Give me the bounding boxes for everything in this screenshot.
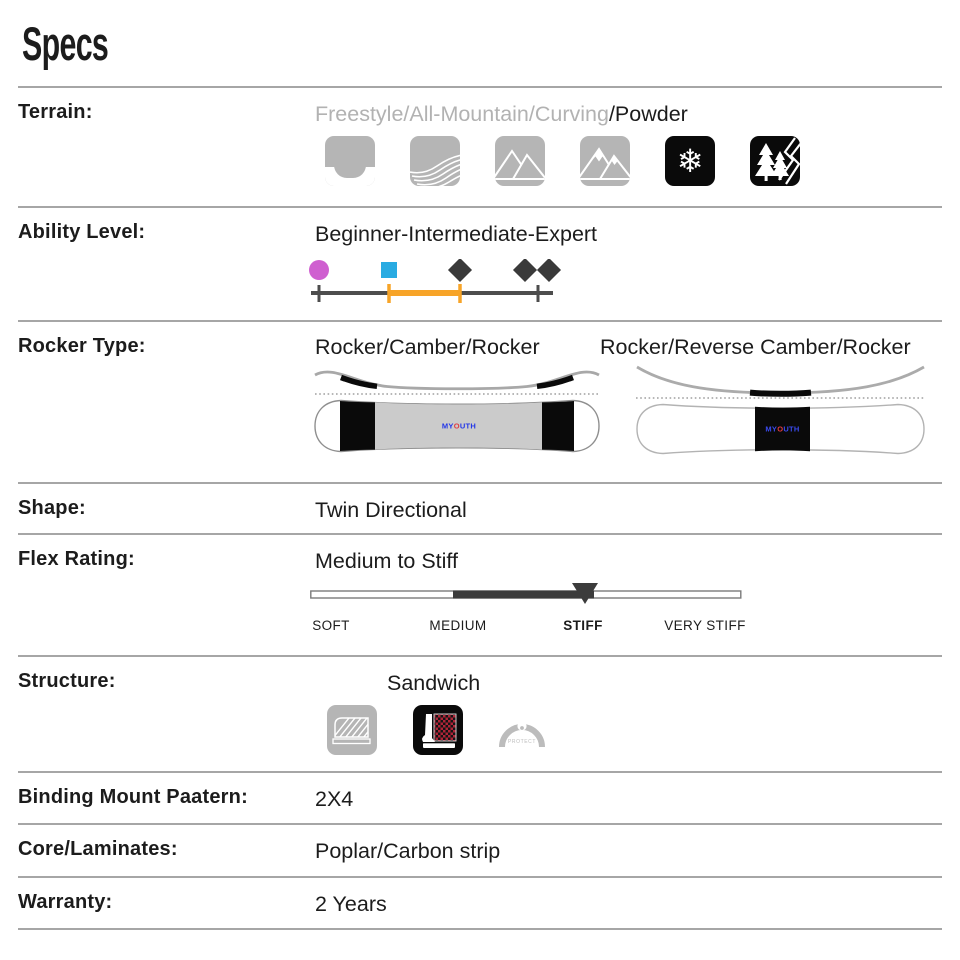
shape-label: Shape: [18, 497, 86, 519]
structure-value: Sandwich [387, 671, 481, 695]
rails-icon [410, 136, 460, 186]
expert-diamond-marker-2 [537, 259, 561, 282]
rocker-row [18, 320, 942, 482]
protect-arch-icon [499, 713, 545, 763]
structure-row [18, 655, 942, 771]
flex-tick-soft: SOFT [312, 618, 350, 633]
ability-level-slider [307, 259, 563, 305]
terrain-value-active: /Powder [608, 102, 688, 126]
terrain-row [18, 86, 942, 206]
binding-value: 2X4 [315, 787, 354, 811]
structure-label: Structure: [18, 670, 116, 692]
rocker-right-title: Rocker/Reverse Camber/Rocker [600, 335, 911, 359]
structure-icon-row [327, 705, 942, 763]
svg-text:PROTECT: PROTECT [507, 739, 537, 745]
reverse-camber-board-diagram [633, 364, 928, 458]
brand-logo: MYOUTH [441, 421, 477, 431]
flex-value: Medium to Stiff [315, 549, 458, 573]
binding-zone-right [542, 401, 574, 451]
mountains-icon [495, 136, 545, 186]
flex-tick-medium: MEDIUM [429, 618, 487, 633]
core-value: Poplar/Carbon strip [315, 839, 501, 863]
camber-board-diagram [313, 364, 601, 458]
advanced-diamond-marker [448, 259, 472, 282]
snowflake-icon [665, 136, 715, 186]
flex-scale-bar [310, 578, 760, 642]
binding-zone-left [340, 401, 375, 451]
core-label: Core/Laminates: [18, 838, 178, 860]
beginner-circle-marker [309, 260, 329, 280]
title-block [18, 0, 942, 86]
flex-label: Flex Rating: [18, 548, 135, 570]
trees-icon [750, 136, 800, 186]
terrain-value [315, 88, 942, 127]
terrain-icon-row [325, 136, 942, 186]
shape-row [18, 482, 942, 533]
page-title: Specs [22, 16, 109, 70]
ability-row [18, 206, 942, 320]
brand-logo: MYOUTH [765, 424, 800, 434]
flex-tick-very-stiff: VERY STIFF [664, 618, 746, 633]
cap-construction-icon [327, 705, 377, 755]
rocker-label: Rocker Type: [18, 335, 146, 357]
ability-value: Beginner-Intermediate-Expert [315, 222, 598, 246]
terrain-label: Terrain: [18, 101, 93, 123]
flex-row [18, 533, 942, 655]
terrain-value-inactive2: /Curving [528, 102, 609, 126]
flex-tick-stiff: STIFF [563, 618, 603, 633]
binding-row [18, 771, 942, 823]
alpine-snowcap-icon [580, 136, 630, 186]
ability-label: Ability Level: [18, 221, 146, 243]
warranty-label: Warranty: [18, 891, 113, 913]
core-row [18, 823, 942, 876]
warranty-value: 2 Years [315, 892, 387, 916]
binding-label: Binding Mount Paatern: [18, 786, 248, 808]
svg-text:❄: ❄ [676, 142, 704, 180]
rocker-left-title: Rocker/Camber/Rocker [315, 335, 540, 359]
halfpipe-icon [325, 136, 375, 186]
warranty-row [18, 876, 942, 930]
terrain-value-inactive: Freestyle/All-Mountain [315, 102, 529, 126]
spec-sheet [18, 0, 942, 930]
expert-diamond-marker-1 [513, 259, 537, 282]
sandwich-construction-icon [413, 705, 463, 755]
shape-value: Twin Directional [315, 498, 467, 522]
intermediate-square-marker [381, 262, 397, 278]
